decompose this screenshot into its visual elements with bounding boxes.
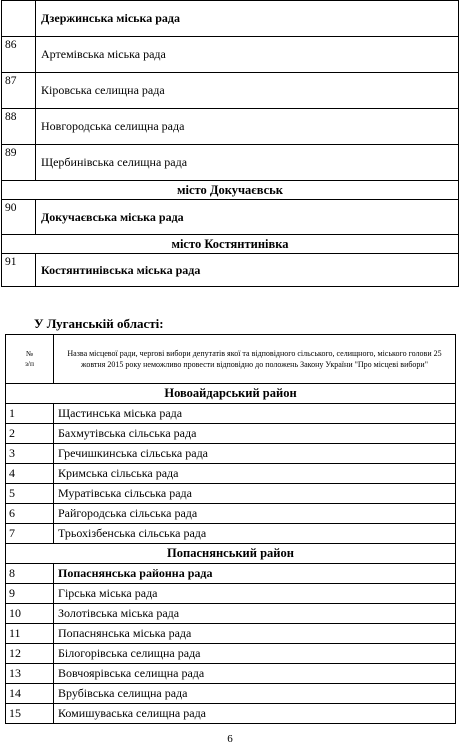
table-row xyxy=(6,664,456,684)
table-row xyxy=(2,1,459,37)
district-header-row xyxy=(6,384,456,404)
council-name: Золотівська міська рада xyxy=(54,604,456,624)
row-number: 87 xyxy=(2,73,36,109)
council-name: Щербинівська селищна рада xyxy=(36,145,459,181)
council-name: Кіровська селищна рада xyxy=(36,73,459,109)
row-number: 7 xyxy=(6,524,54,544)
council-name: Бахмутівська сільська рада xyxy=(54,424,456,444)
row-number: 2 xyxy=(6,424,54,444)
council-name: Трьохізбенська сільська рада xyxy=(54,524,456,544)
council-name: Попаснянська міська рада xyxy=(54,624,456,644)
row-number: 11 xyxy=(6,624,54,644)
table-row xyxy=(6,684,456,704)
city-header-row xyxy=(2,181,459,200)
city-heading: місто Докучаєвськ xyxy=(2,181,459,200)
council-name: Муратівська сільська рада xyxy=(54,484,456,504)
row-number: 14 xyxy=(6,684,54,704)
table-row xyxy=(2,109,459,145)
row-number: 8 xyxy=(6,564,54,584)
table-row xyxy=(2,254,459,287)
table-row xyxy=(6,564,456,584)
council-name: Артемівська міська рада xyxy=(36,37,459,73)
table-row xyxy=(6,624,456,644)
row-number: 13 xyxy=(6,664,54,684)
table-row xyxy=(6,644,456,664)
row-number: 5 xyxy=(6,484,54,504)
council-name: Дзержинська міська рада xyxy=(36,1,459,37)
table-row xyxy=(6,584,456,604)
header-number-sign: № xyxy=(25,349,34,358)
table-row xyxy=(6,444,456,464)
council-name: Білогорівська селищна рада xyxy=(54,644,456,664)
council-name: Вовчоярівська селищна рада xyxy=(54,664,456,684)
row-number: 89 xyxy=(2,145,36,181)
table-row xyxy=(6,604,456,624)
header-number-cell xyxy=(6,335,54,384)
row-number: 9 xyxy=(6,584,54,604)
row-number: 86 xyxy=(2,37,36,73)
top-council-table xyxy=(1,0,459,287)
city-header-row xyxy=(2,235,459,254)
council-name: Костянтинівська міська рада xyxy=(36,254,459,287)
table-row xyxy=(6,704,456,724)
council-name: Врубівська селищна рада xyxy=(54,684,456,704)
header-description: Назва місцевої ради, чергові вибори депутатів якої та відповідного сільського, селищного, міського голови 25 жовтня 2015 року неможливо провести відповідно до положень Закону України "Про місцеві вибори" xyxy=(54,335,456,384)
table-row xyxy=(6,404,456,424)
table-row xyxy=(6,484,456,504)
city-heading: місто Костянтинівка xyxy=(2,235,459,254)
table-row xyxy=(6,424,456,444)
council-name: Комишуваська селищна рада xyxy=(54,704,456,724)
table-row xyxy=(2,37,459,73)
district-heading: Попаснянський район xyxy=(6,544,456,564)
council-name: Гірська міська рада xyxy=(54,584,456,604)
council-name: Райгородська сільська рада xyxy=(54,504,456,524)
row-number: 90 xyxy=(2,200,36,235)
council-name: Новгородська селищна рада xyxy=(36,109,459,145)
section-title: У Луганській області: xyxy=(34,316,164,331)
council-name: Гречишкинська сільська рада xyxy=(54,444,456,464)
council-name: Попаснянська районна рада xyxy=(54,564,456,584)
council-name: Щастинська міська рада xyxy=(54,404,456,424)
table-row xyxy=(6,524,456,544)
row-number: 12 xyxy=(6,644,54,664)
row-number xyxy=(2,1,36,37)
row-number: 91 xyxy=(2,254,36,287)
table-header-row xyxy=(6,335,456,384)
row-number: 10 xyxy=(6,604,54,624)
luhansk-council-table xyxy=(5,334,456,724)
table-row xyxy=(2,145,459,181)
district-heading: Новоайдарський район xyxy=(6,384,456,404)
table-row xyxy=(6,504,456,524)
table-row xyxy=(6,464,456,484)
table-row xyxy=(2,200,459,235)
district-header-row xyxy=(6,544,456,564)
row-number: 1 xyxy=(6,404,54,424)
council-name: Кримська сільська рада xyxy=(54,464,456,484)
table-row xyxy=(2,73,459,109)
row-number: 88 xyxy=(2,109,36,145)
row-number: 3 xyxy=(6,444,54,464)
row-number: 15 xyxy=(6,704,54,724)
page-number: 6 xyxy=(227,733,233,745)
council-name: Докучаєвська міська рада xyxy=(36,200,459,235)
header-number-abbr: з/п xyxy=(24,359,35,368)
row-number: 4 xyxy=(6,464,54,484)
row-number: 6 xyxy=(6,504,54,524)
